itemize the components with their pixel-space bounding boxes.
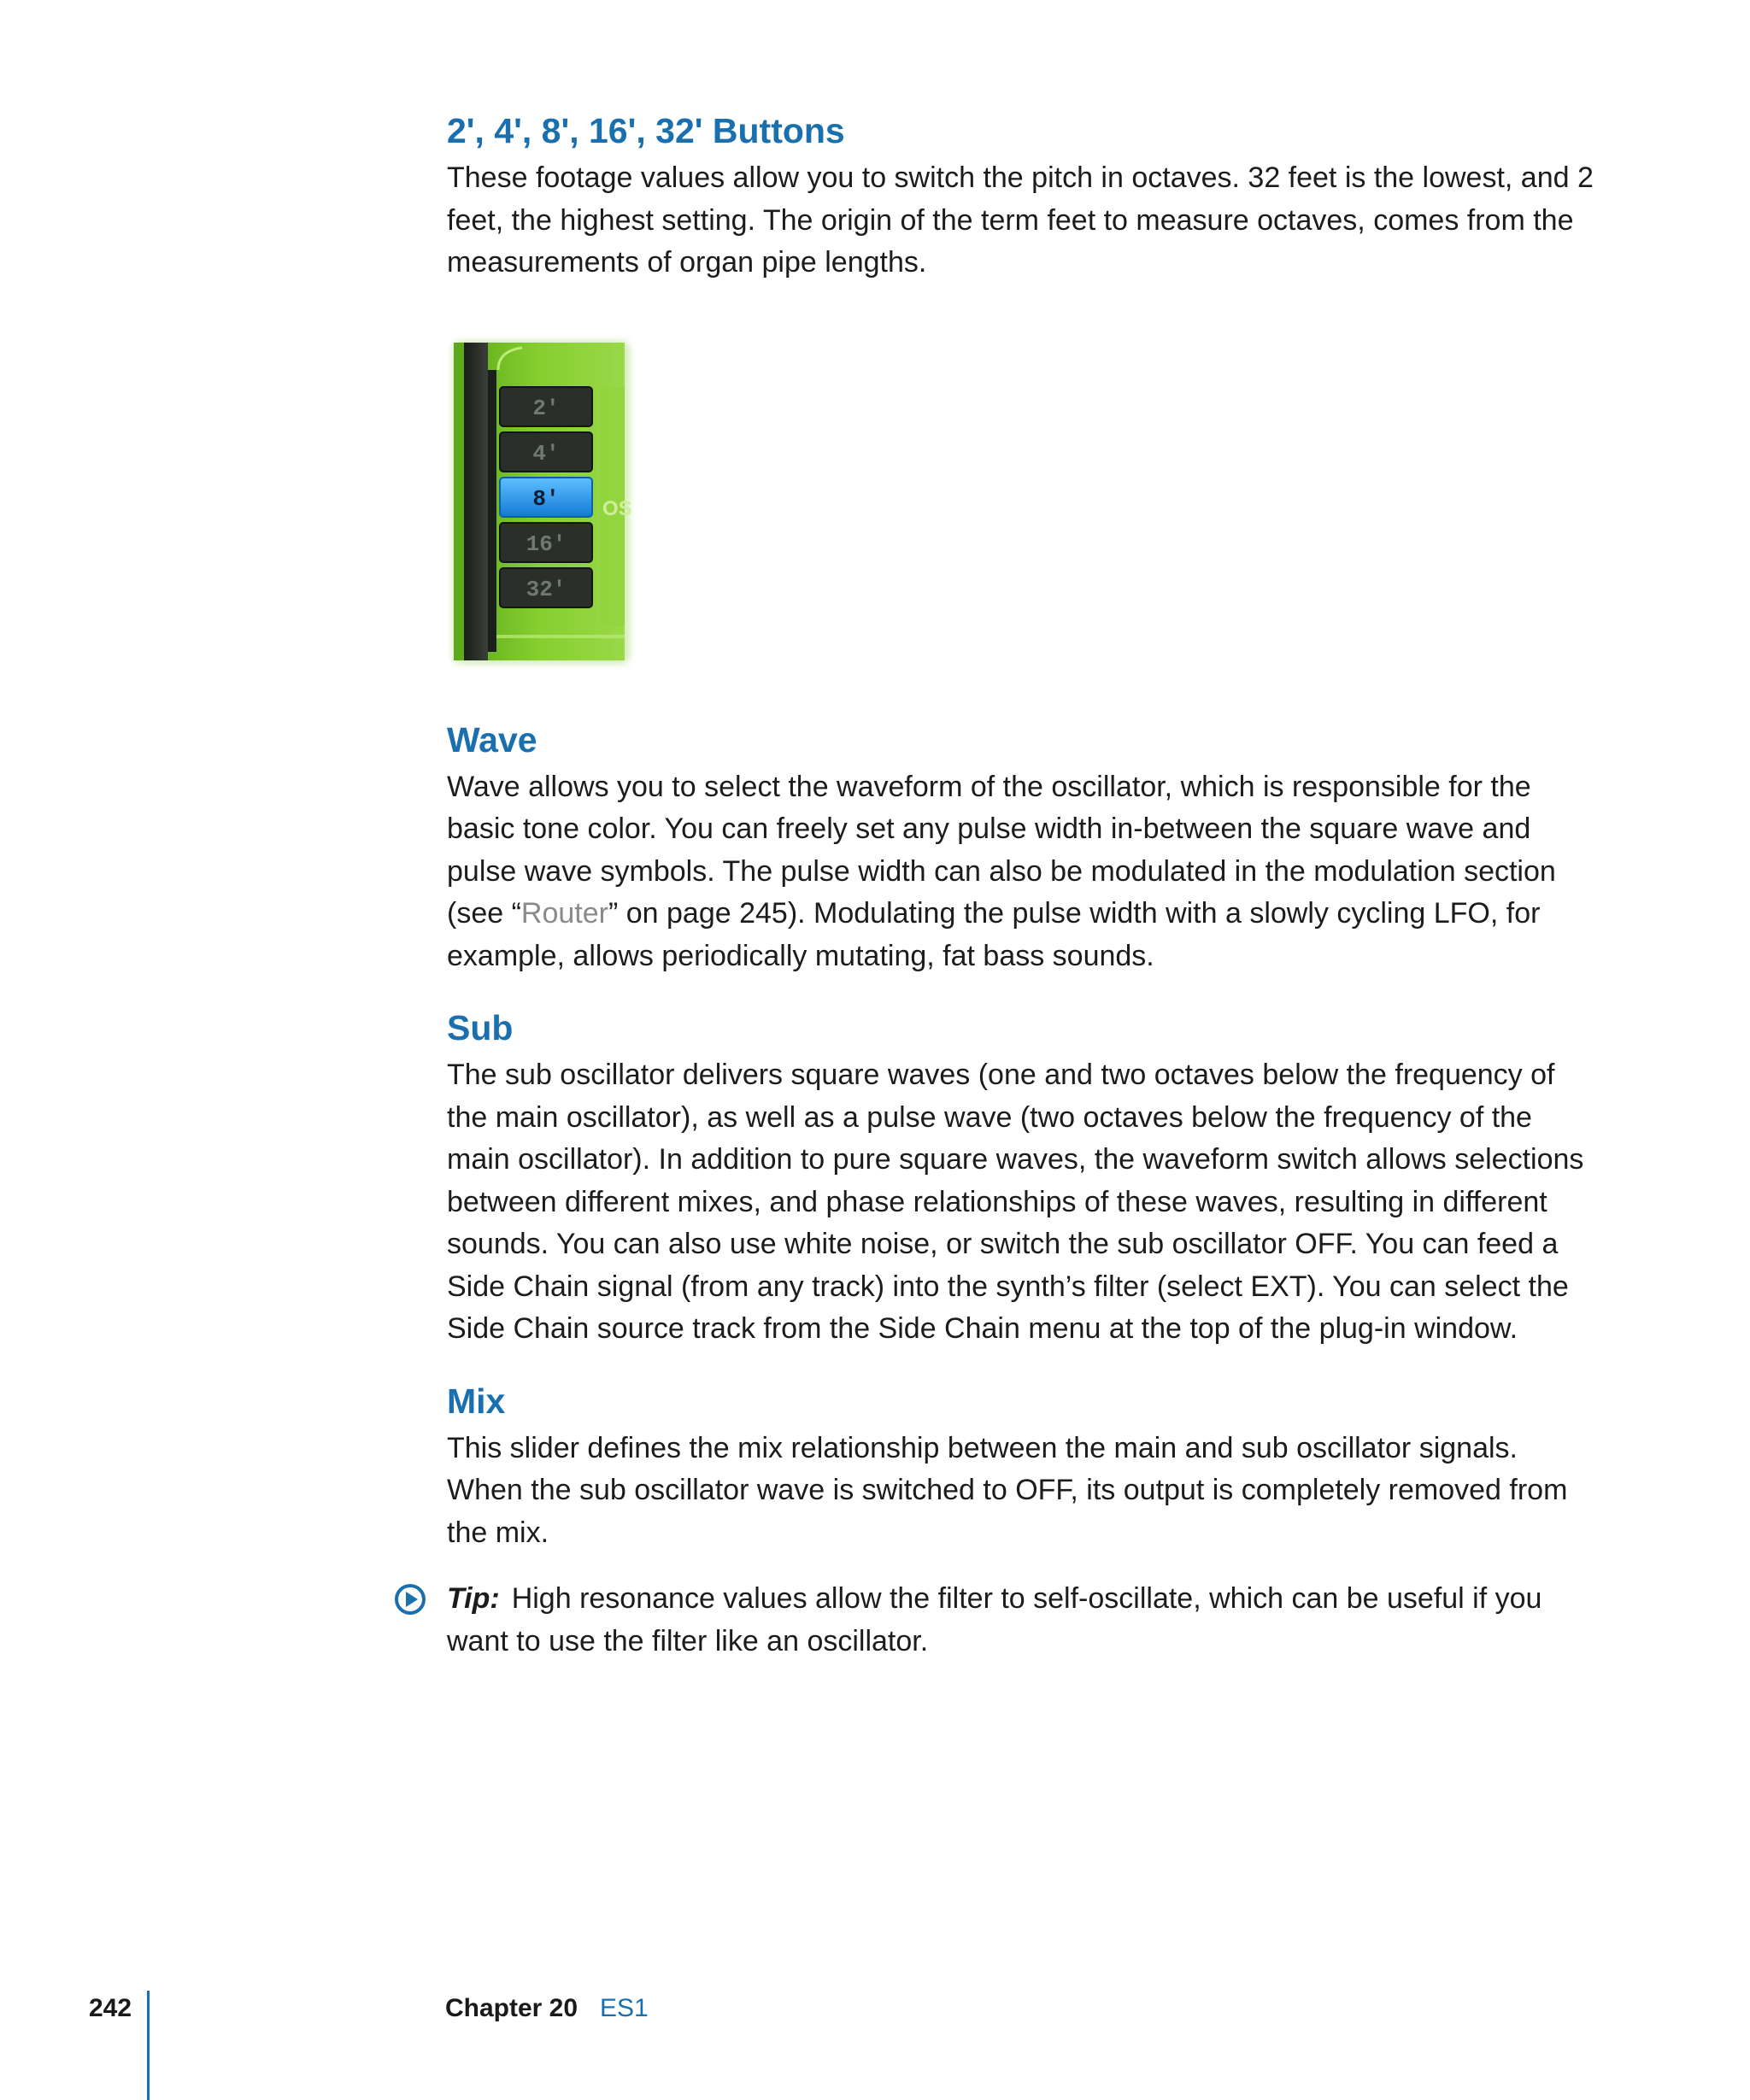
footer-chapter-title: ES1 [600, 1994, 649, 2022]
footage-button-4[interactable] [500, 432, 592, 472]
page-number: 242 [89, 1994, 132, 2022]
section-wave [447, 713, 1596, 978]
footage-button-2[interactable] [500, 387, 592, 426]
section-heading: Sub [447, 1008, 514, 1047]
section-body: The sub oscillator delivers square waves (one and two octaves below the frequency of the main oscillator), as well as a pulse wave (two octaves below the frequency of the main oscillator). In addition to pure square waves, the waveform switch allows selections between different mixes, and phase relationships of these waves, resulting in different sounds. You can also use white noise, or switch the sub oscillator OFF. You can feed a Side Chain signal (from any track) into the synth’s filter (select EXT). You can select the Side Chain source track from the Side Chain menu at the top of the plug-in window. [447, 1059, 1584, 1345]
footage-button-list [500, 387, 592, 607]
footage-button-label: 8' [532, 485, 560, 512]
panel-side-label: OS [602, 496, 632, 520]
body-text: ” on page 245). Modulating the pulse width with a slowly cycling LFO, for example, allows periodically mutating, fat bass sounds. [447, 897, 1541, 972]
section-body [447, 766, 1596, 978]
section-body: These footage values allow you to switch the pitch in octaves. 32 feet is the lowest, and 2 feet, the highest setting. The origin of the term feet to measure octaves, comes from the measurements of organ pipe lengths. [447, 161, 1594, 279]
footage-button-8[interactable] [500, 478, 592, 517]
tip-callout [447, 1578, 1596, 1663]
router-link[interactable]: Router [520, 897, 608, 930]
tip-body: High resonance values allow the filter to self-oscillate, which can be useful if you want to use the filter like an oscillator. [447, 1582, 1542, 1657]
play-arrow-icon [394, 1583, 426, 1616]
footage-button-32[interactable] [500, 568, 592, 607]
footage-button-16[interactable] [500, 523, 592, 562]
footage-button-label: 4' [532, 440, 560, 466]
body-text: Wave allows you to select the waveform of the oscillator, which is responsible for the basic tone color. You can freely set any pulse width in-between the square wave and pulse wave symbols. The pulse width can also be modulated in the modulation section (see “ [447, 770, 1556, 930]
section-body: This slider defines the mix relationship between the main and sub oscillator signals. When the sub oscillator wave is switched to OFF, its output is completely removed from the mix. [447, 1431, 1568, 1549]
footer-chapter: Chapter 20 [445, 1994, 578, 2022]
section-heading: Wave [447, 719, 537, 760]
section-sub [447, 1001, 1596, 1351]
section-mix [447, 1375, 1596, 1555]
section-heading: 2', 4', 8', 16', 32' Buttons [447, 111, 845, 150]
tip-label: Tip: [447, 1582, 500, 1615]
footage-button-label: 2' [532, 395, 560, 421]
footage-button-label: 16' [526, 531, 567, 557]
page-content [447, 104, 1596, 1663]
tip-text [447, 1578, 1596, 1663]
section-footage-buttons [447, 104, 1596, 284]
footage-buttons-figure [447, 336, 635, 669]
footage-button-label: 32' [526, 576, 567, 602]
footer-divider [147, 1991, 150, 2100]
section-heading: Mix [447, 1381, 506, 1421]
